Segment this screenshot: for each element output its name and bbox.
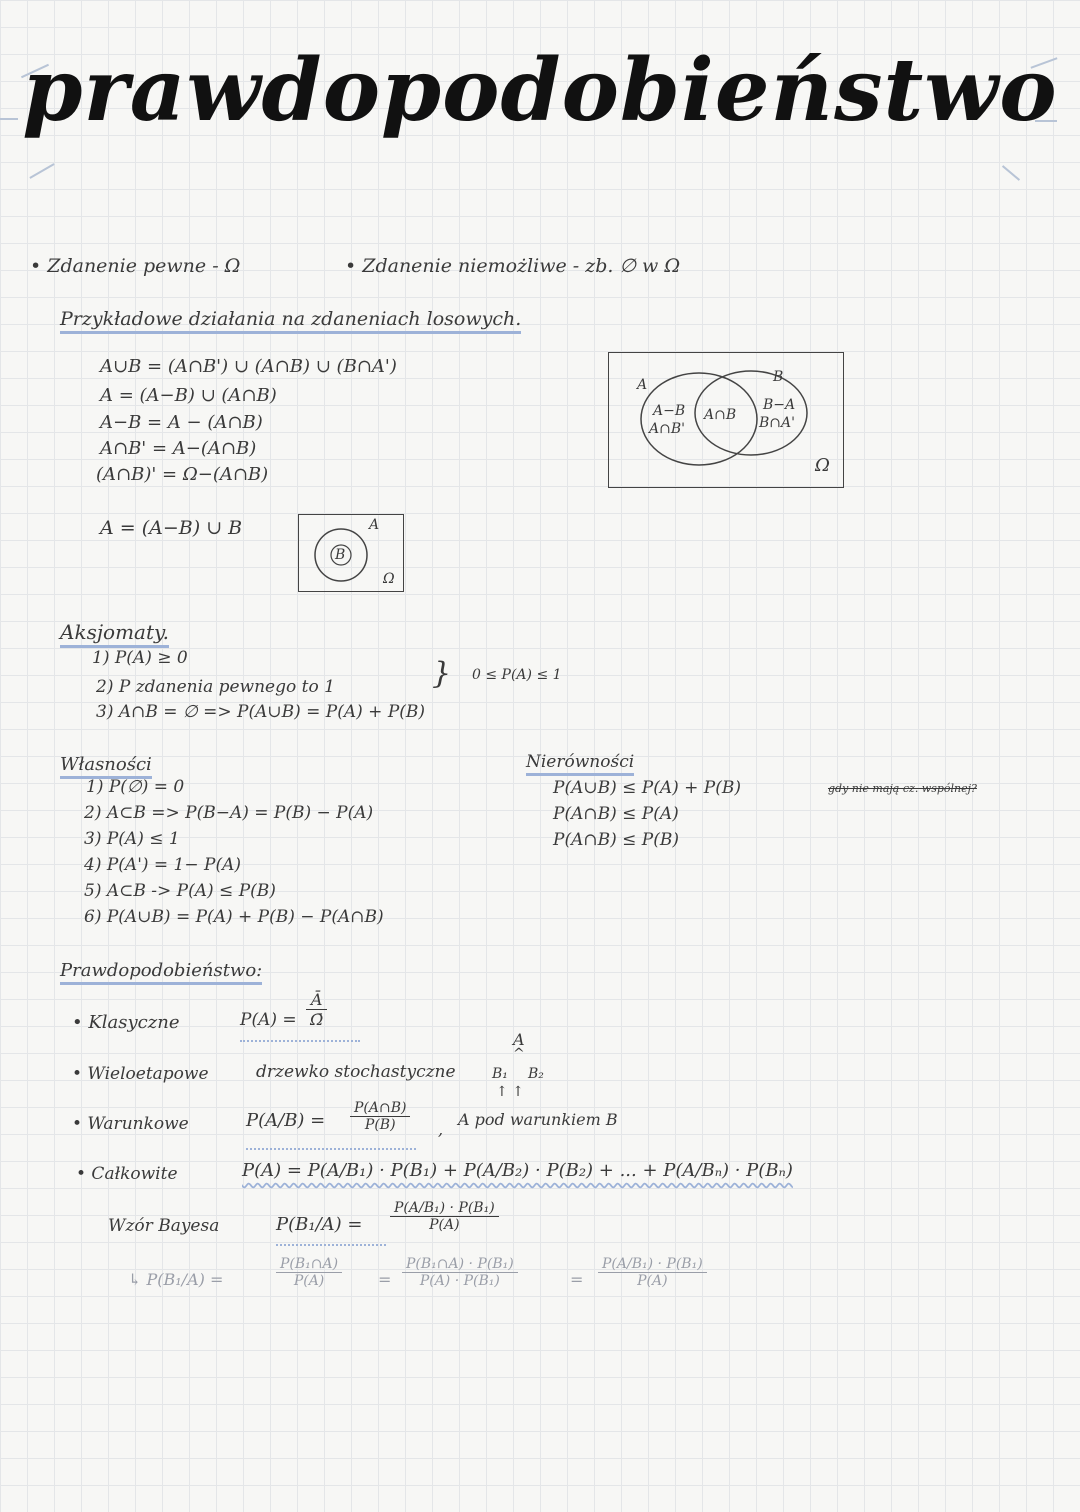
bayes-denominator: P(A) bbox=[429, 1217, 460, 1233]
subset-inner-label: B bbox=[335, 547, 346, 563]
bayes-derivation-denominator-1: P(A) bbox=[293, 1273, 325, 1289]
operation-formula: A = (A−B) ∪ (A∩B) bbox=[100, 385, 277, 406]
axiom-item: 1) P(A) ≥ 0 bbox=[92, 648, 188, 668]
classical-fraction bbox=[306, 990, 327, 1029]
operation-formula: A∩B' = A−(A∩B) bbox=[100, 438, 257, 459]
bayes-derivation-numerator-1: P(B₁∩A) bbox=[276, 1256, 342, 1273]
axiom-item: 2) P zdanenia pewnego to 1 bbox=[96, 677, 335, 697]
subset-omega: Ω bbox=[383, 571, 395, 587]
conditional-underline bbox=[246, 1148, 416, 1150]
tree-caret: ^ bbox=[513, 1046, 525, 1062]
multistage-label: • Wieloetapowe bbox=[72, 1064, 209, 1084]
venn-region-b-minus-a: B−A bbox=[763, 397, 796, 413]
property-item: 3) P(A) ≤ 1 bbox=[84, 829, 180, 849]
venn-region-a-minus-b: A−B bbox=[653, 403, 686, 419]
conditional-numerator: P(A∩B) bbox=[350, 1100, 410, 1117]
conditional-label: • Warunkowe bbox=[72, 1114, 189, 1134]
property-item: 5) A⊂B -> P(A) ≤ P(B) bbox=[84, 881, 276, 901]
classical-label: • Klasyczne bbox=[72, 1012, 180, 1033]
axioms-brace: } bbox=[432, 656, 452, 691]
bayes-numerator: P(A/B₁) · P(B₁) bbox=[390, 1200, 499, 1217]
bayes-derivation-fraction-1 bbox=[276, 1256, 342, 1289]
classical-denominator: Ω̄ bbox=[310, 1010, 324, 1029]
operations-heading: Przykładowe działania na zdaneniach losowych. bbox=[60, 308, 521, 334]
bayes-derivation-equals-1: = bbox=[378, 1270, 392, 1289]
bayes-derivation-equals-2: = bbox=[570, 1270, 584, 1289]
venn-label-b: B bbox=[773, 369, 784, 385]
classical-underline bbox=[240, 1040, 360, 1042]
venn-region-a-not-b: A∩B' bbox=[649, 421, 685, 437]
inequalities-heading: Nierówności bbox=[526, 752, 634, 776]
bayes-derivation-fraction-2 bbox=[402, 1256, 518, 1289]
venn-region-b-not-a: B∩A' bbox=[759, 415, 795, 431]
axioms-range: 0 ≤ P(A) ≤ 1 bbox=[472, 667, 562, 683]
conditional-comma: , bbox=[438, 1120, 444, 1139]
axioms-heading: Aksjomaty. bbox=[60, 620, 169, 648]
bayes-derivation-denominator-2: P(A) · P(B₁) bbox=[419, 1273, 500, 1289]
property-item: 2) A⊂B => P(B−A) = P(B) − P(A) bbox=[84, 803, 374, 823]
certain-event: • Zdanenie pewne - Ω bbox=[30, 255, 241, 277]
subset-outer-label: A bbox=[369, 517, 380, 533]
tree-arrows: ↑ ↑ bbox=[496, 1084, 524, 1100]
classical-lhs: P(A) = bbox=[240, 1010, 297, 1030]
total-label: • Całkowite bbox=[76, 1164, 178, 1184]
bayes-lhs: P(B₁/A) = bbox=[276, 1214, 363, 1235]
inequality-item: P(A∩B) ≤ P(A) bbox=[553, 804, 679, 824]
bayes-derivation-numerator-3: P(A/B₁) · P(B₁) bbox=[598, 1256, 707, 1273]
venn-region-intersection: A∩B bbox=[704, 407, 737, 423]
bayes-fraction bbox=[390, 1200, 499, 1233]
bayes-derivation-numerator-2: P(B₁∩A) · P(B₁) bbox=[402, 1256, 518, 1273]
bayes-label: Wzór Bayesa bbox=[108, 1216, 220, 1236]
bayes-derivation-fraction-3 bbox=[598, 1256, 707, 1289]
impossible-event: • Zdanenie niemożliwe - zb. ∅ w Ω bbox=[345, 255, 681, 277]
bayes-derivation-lhs: ↳ P(B₁/A) = bbox=[128, 1270, 224, 1289]
conditional-lhs: P(A/B) = bbox=[246, 1110, 326, 1131]
multistage-text: drzewko stochastyczne bbox=[256, 1062, 456, 1082]
title-decoration-right-bottom bbox=[1002, 165, 1020, 181]
tree-root: A bbox=[513, 1030, 525, 1049]
property-item: 4) P(A') = 1− P(A) bbox=[84, 855, 242, 875]
inequality-item: P(A∩B) ≤ P(B) bbox=[553, 830, 679, 850]
operation-formula: (A∩B)' = Ω−(A∩B) bbox=[96, 464, 269, 485]
tree-branch-b2: B₂ bbox=[528, 1066, 544, 1082]
conditional-denominator: P(B) bbox=[364, 1117, 396, 1133]
bayes-derivation-denominator-3: P(A) bbox=[637, 1273, 668, 1289]
total-formula: P(A) = P(A/B₁) · P(B₁) + P(A/B₂) · P(B₂) + ... + P(A/Bₙ) · P(Bₙ) bbox=[242, 1160, 793, 1181]
inequalities-note: gdy nie mają cz. wspólnej? bbox=[828, 782, 977, 795]
bayes-underline bbox=[276, 1244, 386, 1246]
axiom-item: 3) A∩B = ∅ => P(A∪B) = P(A) + P(B) bbox=[96, 702, 426, 722]
classical-numerator: Ā bbox=[306, 990, 327, 1010]
tree-branch-b1: B₁ bbox=[492, 1066, 508, 1082]
page-title: prawdopodobieństwo bbox=[22, 40, 1058, 141]
inequality-item: P(A∪B) ≤ P(A) + P(B) bbox=[553, 778, 741, 798]
probability-heading: Prawdopodobieństwo: bbox=[60, 960, 262, 985]
properties-heading: Własności bbox=[60, 754, 152, 779]
title-decoration-left-bottom bbox=[29, 163, 54, 179]
conditional-fraction bbox=[350, 1100, 410, 1133]
property-item: 1) P(∅) = 0 bbox=[86, 777, 185, 797]
operation-formula: A−B = A − (A∩B) bbox=[100, 412, 263, 433]
subset-formula: A = (A−B) ∪ B bbox=[100, 517, 243, 539]
subset-diagram bbox=[298, 514, 404, 592]
operation-formula: A∪B = (A∩B') ∪ (A∩B) ∪ (B∩A') bbox=[100, 356, 397, 377]
venn-diagram bbox=[608, 352, 844, 488]
property-item: 6) P(A∪B) = P(A) + P(B) − P(A∩B) bbox=[84, 907, 384, 927]
conditional-note: A pod warunkiem B bbox=[458, 1110, 618, 1129]
venn-label-a: A bbox=[637, 377, 648, 393]
venn-omega: Ω bbox=[815, 455, 830, 476]
